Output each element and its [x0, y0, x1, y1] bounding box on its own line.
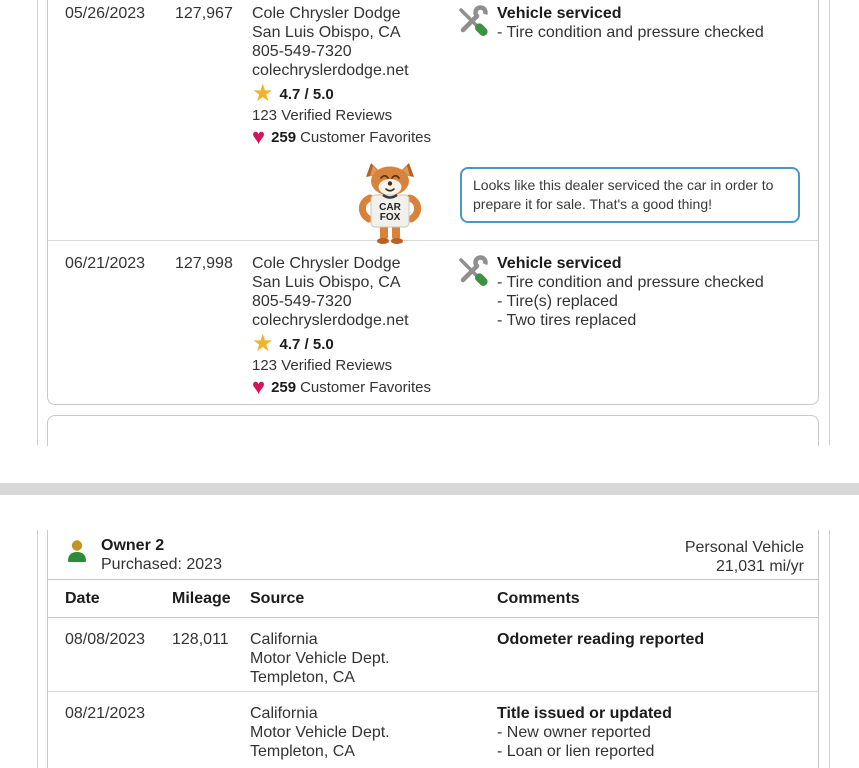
heart-icon: ♥	[252, 124, 266, 149]
page-left-rule-bottom	[37, 530, 38, 768]
mileage-per-year: 21,031 mi/yr	[715, 558, 804, 575]
rating-value: 4.7 / 5.0	[279, 85, 334, 103]
row-mileage: 128,011	[172, 631, 229, 648]
dealer-phone: 805-549-7320	[252, 293, 352, 310]
event-text	[497, 4, 764, 42]
source-line: California	[250, 705, 318, 722]
dealer-name: Cole Chrysler Dodge	[252, 255, 401, 272]
customer-favorites	[252, 126, 455, 148]
fox-tip-bubble: Looks like this dealer serviced the car in order to prepare it for sale. That's a good thing!	[460, 167, 800, 223]
verified-reviews-link[interactable]: 123 Verified Reviews	[252, 357, 393, 374]
event-detail: - Two tires replaced	[497, 312, 637, 329]
service-record-row	[48, 0, 818, 241]
dealer-info	[252, 4, 455, 148]
header-comments: Comments	[497, 590, 580, 607]
source-line: California	[250, 631, 318, 648]
event-title: Vehicle serviced	[497, 255, 622, 272]
owner-identity	[65, 536, 222, 579]
verified-reviews-link[interactable]: 123 Verified Reviews	[252, 107, 393, 124]
vehicle-type: Personal Vehicle	[684, 539, 804, 556]
heart-icon: ♥	[252, 374, 266, 399]
header-mileage: Mileage	[172, 590, 231, 607]
owner-history-card	[47, 530, 819, 768]
carfox-mascot	[357, 162, 423, 244]
owner-usage	[685, 536, 804, 579]
row-comments	[497, 630, 806, 649]
event-detail: - Tire(s) replaced	[497, 293, 618, 310]
comment-detail: - New owner reported	[497, 724, 651, 741]
service-tools-icon	[455, 254, 489, 293]
rating-value: 4.7 / 5.0	[279, 335, 334, 353]
dealer-location: San Luis Obispo, CA	[252, 274, 401, 291]
favorites-count: 259	[271, 128, 297, 146]
favorites-label: Customer Favorites	[300, 128, 431, 146]
record-event	[455, 254, 806, 330]
dealer-phone: 805-549-7320	[252, 43, 352, 60]
row-source	[250, 630, 497, 687]
event-text	[497, 254, 764, 330]
comment-title: Odometer reading reported	[497, 631, 705, 648]
star-icon: ★	[252, 330, 274, 357]
service-tools-icon	[455, 4, 489, 43]
source-line: Motor Vehicle Dept.	[250, 724, 390, 741]
star-icon: ★	[252, 80, 274, 107]
row-source	[250, 704, 497, 761]
source-line: Templeton, CA	[250, 669, 355, 686]
page-right-rule-top	[829, 0, 830, 445]
record-date: 05/26/2023	[65, 5, 146, 22]
source-line: Motor Vehicle Dept.	[250, 650, 390, 667]
dealer-location: San Luis Obispo, CA	[252, 24, 401, 41]
page-left-rule-top	[37, 0, 38, 445]
event-title: Vehicle serviced	[497, 5, 622, 22]
history-table-row	[48, 692, 818, 761]
event-detail: - Tire condition and pressure checked	[497, 24, 764, 41]
history-table-row	[48, 618, 818, 692]
record-date: 06/21/2023	[65, 255, 146, 272]
owner-header	[48, 530, 818, 579]
fox-shirt-text-2: FOX	[379, 212, 401, 223]
customer-favorites	[252, 376, 455, 398]
owner-text	[101, 536, 222, 579]
dealer-website-link[interactable]: colechryslerdodge.net	[252, 312, 409, 329]
dealer-rating	[252, 332, 455, 356]
source-line: Templeton, CA	[250, 743, 355, 760]
next-section-card-cut	[47, 415, 819, 446]
page-separator-band	[0, 483, 859, 495]
record-event	[455, 4, 806, 43]
record-mileage: 127,998	[175, 255, 233, 272]
event-detail: - Tire condition and pressure checked	[497, 274, 764, 291]
page-right-rule-bottom	[829, 530, 830, 768]
dealer-name: Cole Chrysler Dodge	[252, 5, 401, 22]
service-history-card	[47, 0, 819, 405]
owner-title: Owner 2	[101, 537, 165, 554]
row-comments	[497, 704, 806, 761]
comment-detail: - Loan or lien reported	[497, 743, 655, 760]
owner-purchased: Purchased: 2023	[101, 556, 222, 573]
dealer-website-link[interactable]: colechryslerdodge.net	[252, 62, 409, 79]
header-source: Source	[250, 590, 305, 607]
fox-shirt-text-1: CAR	[379, 202, 401, 213]
header-date: Date	[65, 590, 100, 607]
dealer-rating	[252, 82, 455, 106]
history-table-header	[48, 579, 818, 618]
favorites-label: Customer Favorites	[300, 378, 431, 396]
row-date: 08/21/2023	[65, 705, 146, 722]
service-record-row	[48, 241, 818, 398]
record-mileage: 127,967	[175, 5, 233, 22]
favorites-count: 259	[271, 378, 297, 396]
row-date: 08/08/2023	[65, 631, 146, 648]
dealer-info	[252, 254, 455, 398]
owner-person-icon	[66, 539, 88, 579]
comment-title: Title issued or updated	[497, 705, 672, 722]
